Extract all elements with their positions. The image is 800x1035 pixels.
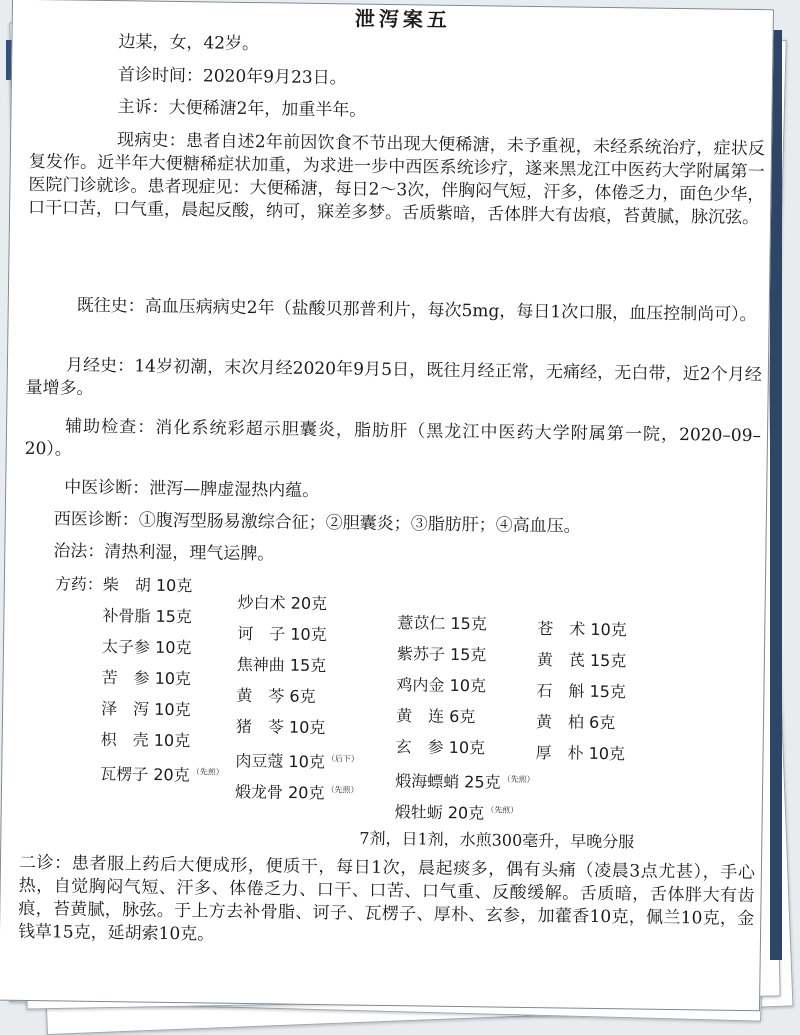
herb-dose: 15克 (449, 644, 487, 665)
herb-dose: 6克 (588, 712, 616, 733)
herb-name: 补骨脂 (102, 606, 156, 626)
herb-name: 紫苏子 (396, 644, 451, 664)
herb-dose: 10克 (448, 737, 486, 758)
herb-dose: 6克 (449, 706, 476, 727)
herb-dose: 20克 (153, 765, 190, 785)
herb-dose: 15克 (289, 655, 327, 676)
herb-dose: 10克 (588, 743, 626, 764)
herb-note: （先煎） (191, 767, 224, 777)
herb-dose: 10克 (290, 624, 327, 645)
herb-dose: 15克 (589, 650, 627, 671)
complaint-line: 主诉：大便稀溏2年，加重半年。 (117, 97, 367, 121)
present-illness: 现病史：患者自述2年前因饮食不节出现大便稀溏，未予重视，未经系统治疗，症状反复发作。近半年大便糖稀症状加重，为求进一步中西医系统诊疗，遂来黑龙江中医药大学附属第一医院门诊就诊。患者现症见：大便稀溏，每日2～3次，伴胸闷气短，汗多，体倦乏力，面色少华，口干口苦，口气重，晨起反酸，纳可，寐差多梦。舌质紫暗，舌体胖大有齿痕，苔黄腻，脉沉弦。 (27, 130, 766, 229)
treatment-method: 治法：清热利湿，理气运脾。 (53, 541, 275, 565)
herb-name: 诃 子 (237, 623, 291, 644)
herb-dose: 6克 (289, 686, 316, 706)
herb-name: 苦 参 (101, 667, 155, 688)
herb-item (235, 746, 359, 774)
herb-dose: 10克 (153, 730, 191, 751)
herb-dose: 20克 (447, 803, 485, 823)
menstrual-history: 月经史：14岁初潮，末次月经2020年9月5日，既往月经正常，无痛经，无白带，近2个月经量增多。 (25, 355, 762, 399)
herb-item (237, 591, 327, 615)
herb-dose: 20克 (287, 782, 325, 803)
herb-item (236, 715, 326, 739)
herb-item (536, 710, 616, 734)
herb-name: 枳 壳 (100, 729, 154, 750)
tcm-diagnosis: 中医诊断：泄泻—脾虚湿热内蕴。 (64, 477, 320, 502)
herb-name: 石 斛 (536, 681, 590, 701)
herb-name: 黄 芩 (236, 685, 290, 706)
herb-dose: 10克 (288, 717, 326, 738)
herb-item (237, 653, 327, 677)
herb-name: 煅海螵蛸 (395, 771, 465, 792)
herb-dose: 20克 (290, 593, 328, 614)
herb-item (395, 766, 535, 794)
herb-name: 黄 芪 (536, 650, 591, 670)
auxiliary-exam: 辅助检查：消化系统彩超示胆囊炎，脂肪肝（黑龙江中医药大学附属第一院，2020–09–20）。 (24, 416, 762, 460)
herb-dose: 25克 (464, 772, 501, 792)
herb-dose: 10克 (449, 675, 487, 696)
herb-name: 厚 朴 (535, 743, 589, 763)
herb-item (101, 666, 191, 690)
herb-name: 煅龙骨 (234, 782, 289, 802)
herb-item (236, 684, 316, 708)
herb-name: 玄 参 (395, 737, 449, 757)
herb-item (102, 604, 192, 628)
herb-item (535, 741, 625, 765)
herb-name: 黄 连 (395, 706, 450, 726)
herb-name: 苍 术 (537, 619, 591, 639)
herb-item (237, 622, 327, 646)
case-title: 泄泻案五 (354, 6, 451, 32)
herb-name: 瓦楞子 (100, 764, 154, 785)
book-edge-strip (770, 30, 782, 960)
western-diagnosis: 西医诊断：①腹泻型肠易激综合征；②胆囊炎；③脂肪肝；④高血压。 (53, 509, 581, 537)
herb-dose: 15克 (589, 681, 627, 702)
herb-item (536, 679, 626, 703)
herb-dose: 15克 (155, 606, 193, 627)
herb-name: 肉豆蔻 (235, 751, 289, 771)
herb-dose: 10克 (155, 575, 193, 596)
herb-item (537, 617, 627, 641)
herb-item (101, 697, 191, 721)
herb-item (396, 673, 486, 697)
herb-name: 煅牡蛎 (394, 802, 448, 823)
herb-item (395, 735, 485, 759)
herb-name: 黄 柏 (535, 712, 590, 732)
herb-item (103, 573, 193, 597)
first-visit-line: 首诊时间：2020年9月23日。 (117, 65, 347, 89)
herb-item (397, 642, 487, 666)
herb-item (396, 704, 476, 728)
herb-item (235, 777, 359, 805)
herb-name: 薏苡仁 (397, 613, 451, 633)
herb-note: （先煎） (502, 774, 535, 785)
herb-note: （后下） (326, 754, 359, 764)
herb-item (537, 648, 627, 672)
herb-item (101, 728, 191, 752)
second-visit: 二诊：患者服上药后大便成形，便质干，每日1次，晨起痰多，偶有头痛（凌晨3点尤甚），手心热，自觉胸闷气短、汗多、体倦乏力、口干、口苦、口气重、反酸缓解。舌质暗，舌体胖大有齿痕，苔黄腻，脉弦。于上方去补骨脂、诃子、瓦楞子、厚朴、玄参，加藿香10克，佩兰10克，金钱草15克，延胡索10克。 (17, 852, 756, 945)
herb-name: 太子参 (101, 637, 156, 657)
herb-name: 泽 泻 (101, 698, 155, 719)
herb-item (100, 759, 224, 787)
herb-dose: 10克 (590, 619, 627, 640)
herb-item (397, 611, 487, 635)
herb-name: 柴 胡 (102, 575, 157, 595)
patient-line: 边某，女，42岁。 (118, 32, 260, 55)
herb-note: （先煎） (326, 785, 359, 795)
herb-dose: 10克 (154, 668, 192, 689)
herb-dose: 10克 (288, 751, 326, 772)
herb-item (102, 635, 192, 659)
herb-dose: 10克 (154, 637, 192, 658)
herb-note: （先煎） (486, 805, 519, 815)
prescription-label: 方药： (54, 574, 104, 595)
herb-name: 炒白术 (237, 592, 291, 613)
herb-item (395, 797, 519, 825)
dosage-instructions: 7剂，日1剂，水煎300毫升，早晚分服 (359, 828, 635, 852)
herb-dose: 15克 (450, 613, 487, 634)
herb-name: 猪 苓 (235, 716, 290, 737)
herb-name: 鸡内金 (396, 675, 450, 695)
past-history: 既往史：高血压病病史2年（盐酸贝那普利片，每次5mg，每日1次口服，血压控制尚可）。 (76, 295, 757, 326)
herb-dose: 10克 (154, 699, 191, 720)
herb-name: 焦神曲 (236, 654, 290, 675)
